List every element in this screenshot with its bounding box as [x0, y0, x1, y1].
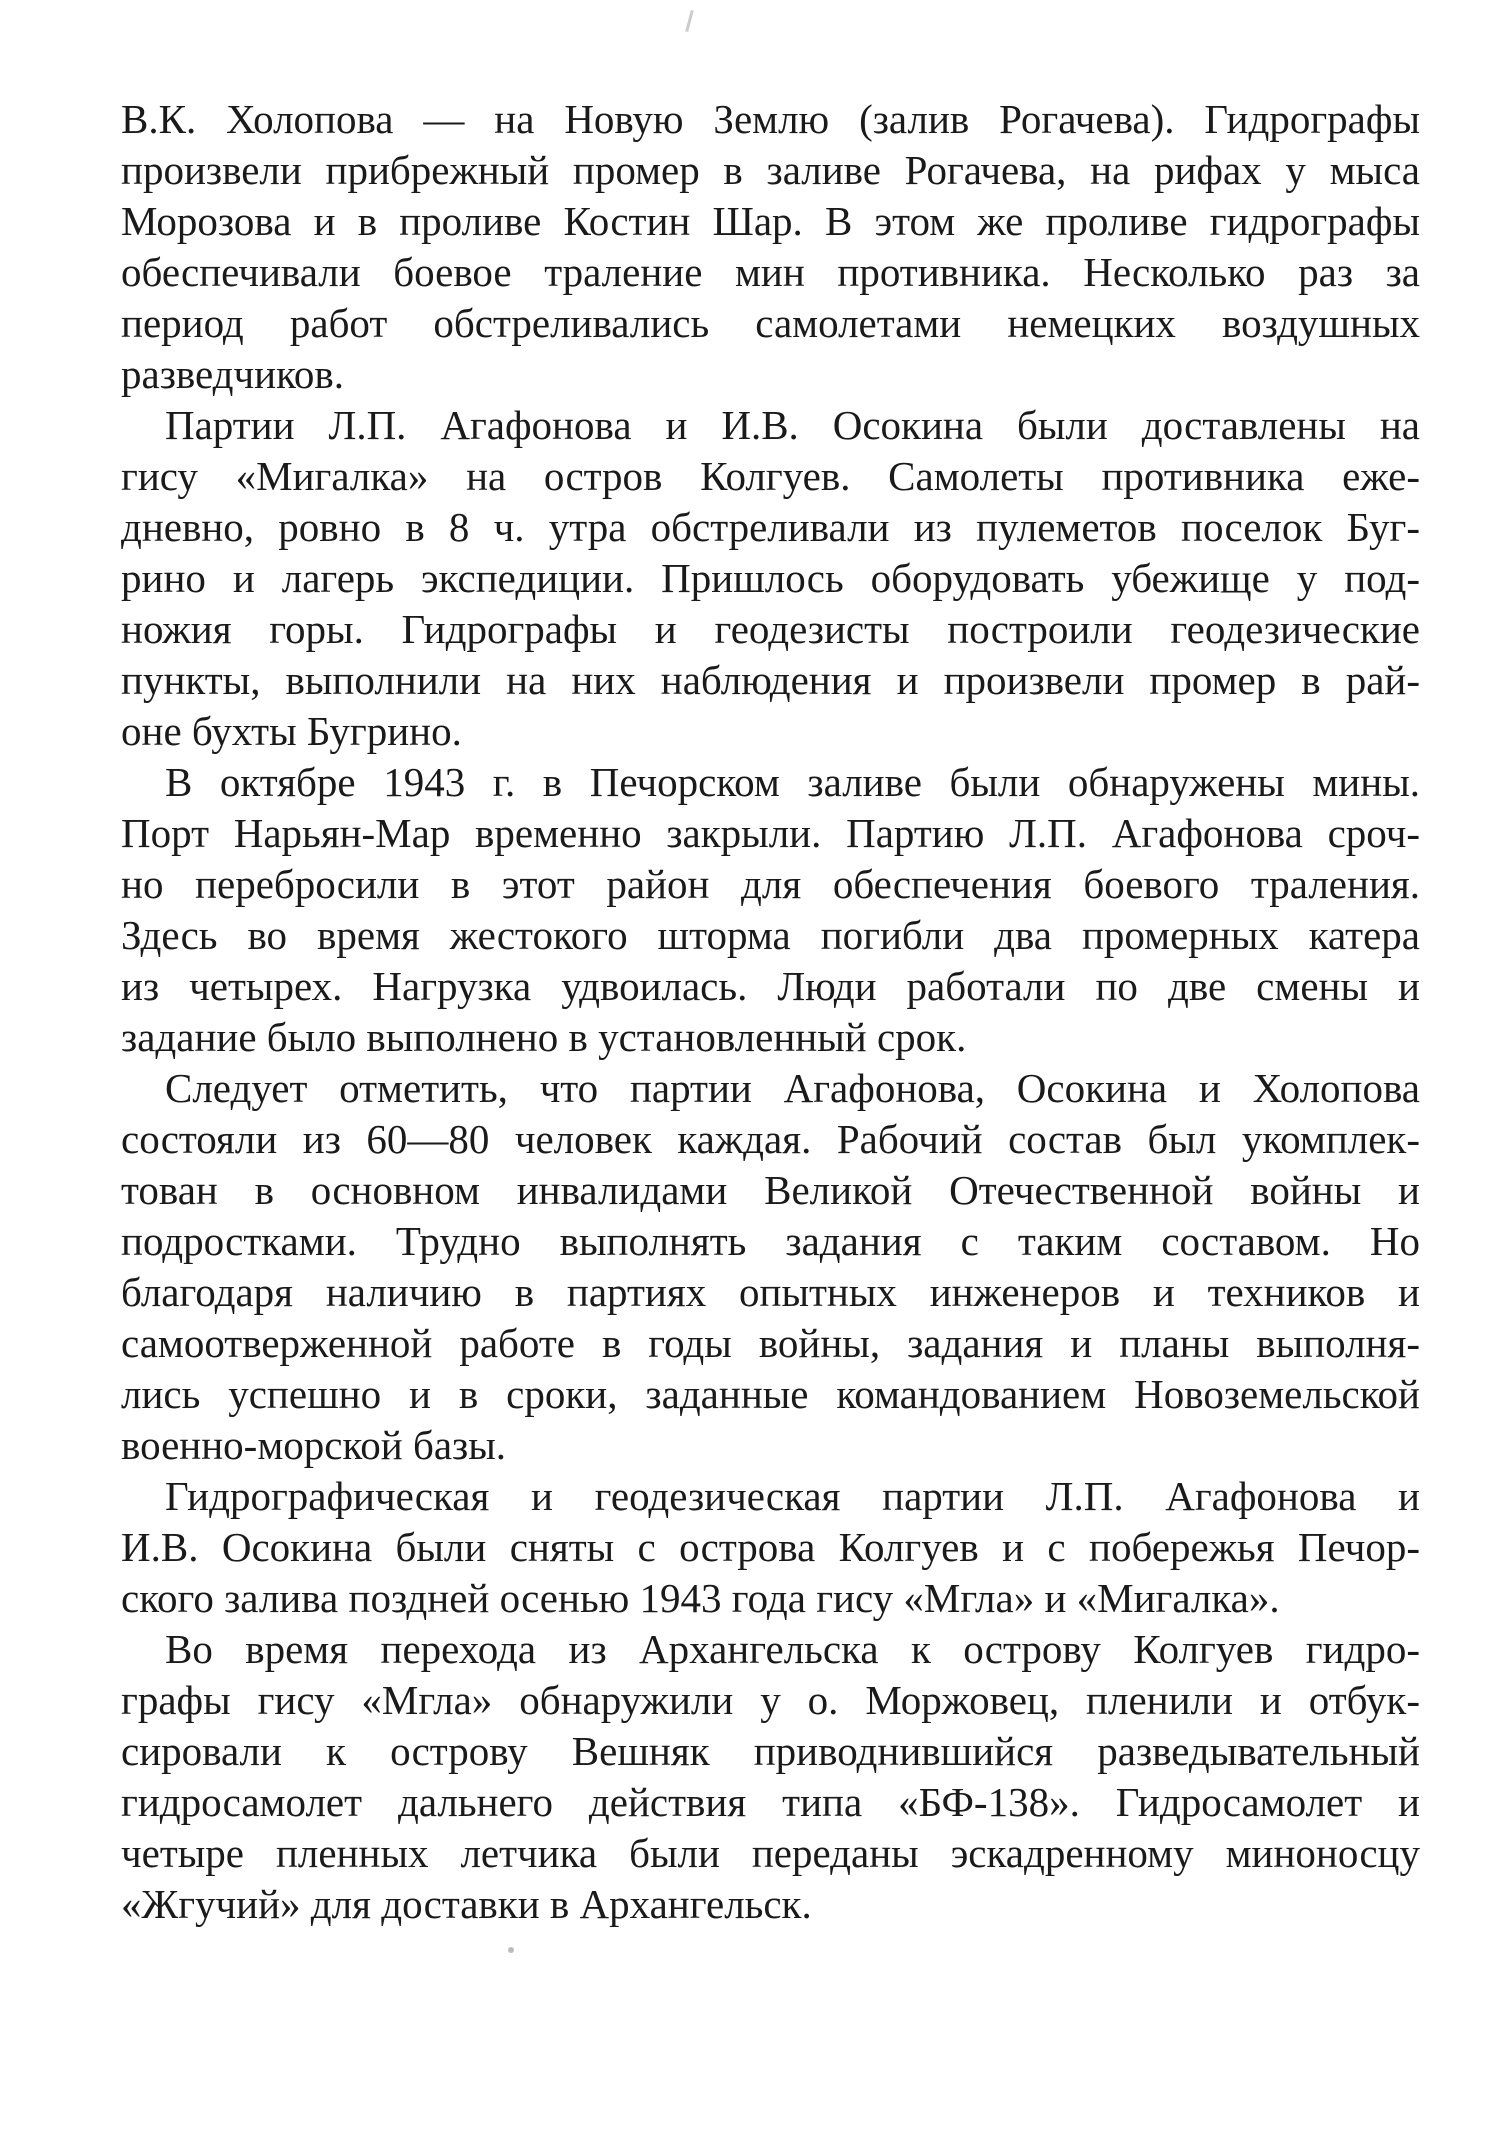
- scan-speck: [685, 10, 694, 32]
- paragraph: [121, 1471, 1420, 1624]
- text-line: Порт Нарьян-Мар временно закрыли. Партию Л.П. Агафонова сроч-: [121, 810, 1420, 856]
- text-line: лись успешно и в сроки, заданные командованием Новоземельской: [121, 1371, 1420, 1417]
- text-line: задание было выполнено в установленный срок.: [121, 1014, 967, 1060]
- text-line: гису «Мигалка» на остров Колгуев. Самолеты противника еже-: [121, 453, 1420, 499]
- text-line: благодаря наличию в партиях опытных инженеров и техников и: [121, 1269, 1420, 1315]
- paragraph: [121, 1624, 1420, 1930]
- text-line: И.В. Осокина были сняты с острова Колгуев и с побережья Печор-: [121, 1524, 1420, 1570]
- text-line: Гидрографическая и геодезическая партии Л.П. Агафонова и: [165, 1473, 1420, 1519]
- text-line: состояли из 60—80 человек каждая. Рабочий состав был укомплек-: [121, 1116, 1420, 1162]
- paragraph: [121, 757, 1420, 1063]
- text-line: В октябре 1943 г. в Печорском заливе были обнаружены мины.: [165, 759, 1420, 805]
- text-line: Партии Л.П. Агафонова и И.В. Осокина были доставлены на: [165, 402, 1420, 448]
- paragraph: [121, 400, 1420, 757]
- text-line: но перебросили в этот район для обеспечения боевого траления.: [121, 861, 1420, 907]
- text-line: тован в основном инвалидами Великой Отечественной войны и: [121, 1167, 1420, 1213]
- text-line: ножия горы. Гидрографы и геодезисты построили геодезические: [121, 606, 1420, 652]
- text-line: Здесь во время жестокого шторма погибли два промерных катера: [121, 912, 1420, 958]
- text-line: военно-морской базы.: [121, 1422, 507, 1468]
- text-line: сировали к острову Вешняк приводнившийся разведывательный: [121, 1728, 1420, 1774]
- text-line: Морозова и в проливе Костин Шар. В этом же проливе гидрографы: [121, 198, 1420, 244]
- text-line: В.К. Холопова — на Новую Землю (залив Рогачева). Гидрографы: [121, 96, 1420, 142]
- text-line: оне бухты Бугрино.: [121, 708, 462, 754]
- text-line: «Жгучий» для доставки в Архангельск.: [121, 1881, 812, 1927]
- text-line: из четырех. Нагрузка удвоилась. Люди работали по две смены и: [121, 963, 1420, 1009]
- text-line: четыре пленных летчика были переданы эскадренному миноносцу: [121, 1830, 1420, 1876]
- text-line: обеспечивали боевое траление мин противника. Несколько раз за: [121, 249, 1420, 295]
- text-line: произвели прибрежный промер в заливе Рогачева, на рифах у мыса: [121, 147, 1420, 193]
- text-line: подростками. Трудно выполнять задания с таким составом. Но: [121, 1218, 1420, 1264]
- text-line: разведчиков.: [121, 351, 345, 397]
- text-line: Во время перехода из Архангельска к острову Колгуев гидро-: [165, 1626, 1420, 1672]
- text-line: Следует отметить, что партии Агафонова, Осокина и Холопова: [165, 1065, 1420, 1111]
- text-line: дневно, ровно в 8 ч. утра обстреливали из пулеметов поселок Буг-: [121, 504, 1420, 550]
- text-line: ского залива поздней осенью 1943 года гису «Мгла» и «Мигалка».: [121, 1575, 1280, 1621]
- text-line: графы гису «Мгла» обнаружили у о. Моржовец, пленили и отбук-: [121, 1677, 1420, 1723]
- text-line: рино и лагерь экспедиции. Пришлось оборудовать убежище у под-: [121, 555, 1420, 601]
- document-page-text: [121, 94, 1420, 1930]
- paragraph: [121, 94, 1420, 400]
- text-line: самоотверженной работе в годы войны, задания и планы выполня-: [121, 1320, 1420, 1366]
- text-line: пункты, выполнили на них наблюдения и произвели промер в рай-: [121, 657, 1420, 703]
- scan-speck: [508, 1947, 514, 1953]
- paragraph: [121, 1063, 1420, 1471]
- text-line: гидросамолет дальнего действия типа «БФ-138». Гидросамолет и: [121, 1779, 1420, 1825]
- text-line: период работ обстреливались самолетами немецких воздушных: [121, 300, 1420, 346]
